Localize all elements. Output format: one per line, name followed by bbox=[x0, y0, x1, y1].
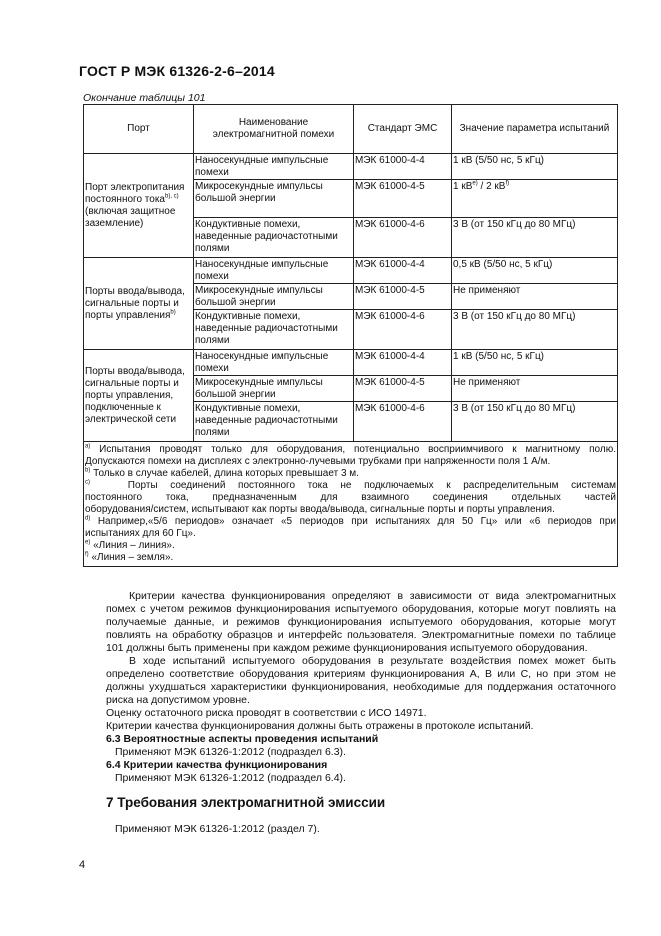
header-value: Значение параметра испытаний bbox=[452, 105, 618, 154]
section-7-text: Применяют МЭК 61326-1:2012 (раздел 7). bbox=[115, 823, 320, 835]
value-text: 3 В (от 150 кГц до 80 МГц) bbox=[453, 403, 576, 414]
port-cell bbox=[84, 154, 194, 258]
standard-cell: МЭК 61000-4-4 bbox=[354, 350, 452, 376]
value-cell bbox=[452, 376, 618, 402]
table-header-row bbox=[84, 105, 618, 154]
note-a-cont: Допускаются помехи на дисплеях с электронно-лучевыми трубками при напряженности поля 1 А/м. bbox=[85, 456, 551, 467]
standard-cell: МЭК 61000-4-6 bbox=[354, 218, 452, 258]
port-cell bbox=[84, 350, 194, 442]
value-text: 1 кВ (5/50 нс, 5 кГц) bbox=[453, 351, 545, 362]
value-text: 0,5 кВ (5/50 нс, 5 кГц) bbox=[453, 259, 553, 270]
section-6-3-text: Применяют МЭК 61326-1:2012 (подраздел 6.3). bbox=[115, 746, 346, 758]
paragraph-criteria: Критерии качества функционирования определяют в зависимости от вида электромагнитных помех с учетом режимов функционирования испытуемого оборудования, которые могут повлиять на получаемые данные, и режимов функционирования испытуемого оборудования, которые могут повлиять на обработку образцов и интерфейс пользователя. Электромагнитные помехи по таблице 101 должны быть применены при каждом режиме функционирования испытуемого оборудования. bbox=[106, 590, 616, 654]
interference-cell: Микросекундные импульсы большой энергии bbox=[194, 376, 354, 402]
standard-cell: МЭК 61000-4-5 bbox=[354, 376, 452, 402]
port-footnote-ref: b), c) bbox=[164, 193, 179, 200]
value-part: e) bbox=[472, 180, 478, 187]
paragraph-residual-risk: Оценку остаточного риска проводят в соответствии с ИСО 14971. bbox=[106, 707, 427, 719]
interference-cell: Наносекундные импульсные помехи bbox=[194, 154, 354, 180]
note-c: $^{c)}$ Порты соединений постоянного тока не подключаемых к распределительным системам bbox=[85, 479, 617, 491]
value-cell bbox=[452, 402, 618, 442]
port-name: Порт электропитания постоянного тока bbox=[85, 182, 185, 205]
interference-cell: Микросекундные импульсы большой энергии bbox=[194, 284, 354, 310]
emc-test-table bbox=[83, 104, 618, 567]
interference-cell: Микросекундные импульсы большой энергии bbox=[194, 180, 354, 218]
port-footnote-ref: b) bbox=[170, 309, 176, 316]
note-e: $^{e)}$ «Линия – линия». bbox=[85, 539, 175, 551]
note-b: $^{b)}$ Только в случае кабелей, длина которых превышает 3 м. bbox=[85, 467, 359, 479]
table-row bbox=[84, 154, 618, 180]
note-d-line2: испытаниях для 60 Гц». bbox=[85, 528, 196, 539]
value-text: 3 В (от 150 кГц до 80 МГц) bbox=[453, 311, 576, 322]
value-cell bbox=[452, 154, 618, 180]
value-cell bbox=[452, 258, 618, 284]
note-d: $^{d)}$ Например,«5/6 периодов» означает «5 периодов при испытаниях для 50 Гц» или «6 периодов при bbox=[85, 515, 616, 527]
header-interference: Наименование электромагнитной помехи bbox=[194, 105, 354, 154]
interference-cell: Наносекундные импульсные помехи bbox=[194, 350, 354, 376]
value-text: Не применяют bbox=[453, 285, 521, 296]
value-cell bbox=[452, 284, 618, 310]
paragraph-protocol: Критерии качества функционирования должны быть отражены в протоколе испытаний. bbox=[106, 720, 534, 732]
standard-cell: МЭК 61000-4-6 bbox=[354, 310, 452, 350]
standard-cell: МЭК 61000-4-5 bbox=[354, 284, 452, 310]
interference-cell: Наносекундные импульсные помехи bbox=[194, 258, 354, 284]
value-part: f) bbox=[505, 180, 510, 187]
note-a: $^{a)}$ Испытания проводят только для оборудования, потенциально восприимчивого к магнитному полю. bbox=[85, 443, 616, 455]
header-port: Порт bbox=[84, 105, 194, 154]
body-text bbox=[106, 590, 616, 785]
port-name-suffix: (включая защитное заземление) bbox=[85, 206, 176, 229]
value-cell bbox=[452, 350, 618, 376]
value-cell bbox=[452, 310, 618, 350]
standard-cell: МЭК 61000-4-5 bbox=[354, 180, 452, 218]
section-6-4-title: 6.4 Критерии качества функционирования bbox=[106, 759, 328, 771]
note-f: $^{f)}$ «Линия – земля». bbox=[85, 551, 174, 563]
table-caption: Окончание таблицы 101 bbox=[83, 92, 206, 104]
table-row bbox=[84, 258, 618, 284]
port-name: Порты ввода/вывода, сигнальные порты и порты управления bbox=[85, 286, 185, 321]
value-cell bbox=[452, 218, 618, 258]
standard-cell: МЭК 61000-4-6 bbox=[354, 402, 452, 442]
port-cell bbox=[84, 258, 194, 350]
standard-cell: МЭК 61000-4-4 bbox=[354, 154, 452, 180]
note-c-line3: оборудования/систем, испытывают как порты ввода/вывода, сигнальные порты и порты управления. bbox=[85, 504, 555, 515]
value-text: 3 В (от 150 кГц до 80 МГц) bbox=[453, 219, 576, 230]
paragraph-testing: В ходе испытаний испытуемого оборудования в результате воздействия помех может быть определено соответствие оборудования критериям функционирования А, В или С, но при этом не должны ухудшаться характеристики функционирования, необходимые для поддержания остаточного риска на допустимом уровне. bbox=[106, 655, 616, 706]
section-6-3-title: 6.3 Вероятностные аспекты проведения испытаний bbox=[106, 733, 379, 745]
standard-cell: МЭК 61000-4-4 bbox=[354, 258, 452, 284]
page-number: 4 bbox=[79, 859, 86, 871]
document-header: ГОСТ Р МЭК 61326-2-6–2014 bbox=[79, 63, 275, 79]
value-text: 1 кВ (5/50 нс, 5 кГц) bbox=[453, 155, 545, 166]
interference-cell: Кондуктивные помехи, наведенные радиочастотными полями bbox=[194, 402, 354, 442]
value-text: 1 кВ bbox=[453, 181, 473, 192]
section-7-title: 7 Требования электромагнитной эмиссии bbox=[106, 795, 386, 810]
note-c-line2: постоянного тока, предназначенным для взаимного соединения отдельных частей bbox=[85, 492, 616, 503]
value-part: / 2 кВ bbox=[477, 181, 506, 192]
interference-cell: Кондуктивные помехи, наведенные радиочастотными полями bbox=[194, 218, 354, 258]
value-cell bbox=[452, 180, 618, 218]
header-standard: Стандарт ЭМС bbox=[354, 105, 452, 154]
interference-cell: Кондуктивные помехи, наведенные радиочастотными полями bbox=[194, 310, 354, 350]
table-notes-row bbox=[84, 442, 618, 567]
table-notes bbox=[84, 442, 618, 567]
port-name: Порты ввода/вывода, сигнальные порты и порты управления, подключенные к электрической сети bbox=[85, 366, 185, 425]
value-text: Не применяют bbox=[453, 377, 521, 388]
table-row bbox=[84, 350, 618, 376]
section-6-4-text: Применяют МЭК 61326-1:2012 (подраздел 6.4). bbox=[115, 772, 346, 784]
